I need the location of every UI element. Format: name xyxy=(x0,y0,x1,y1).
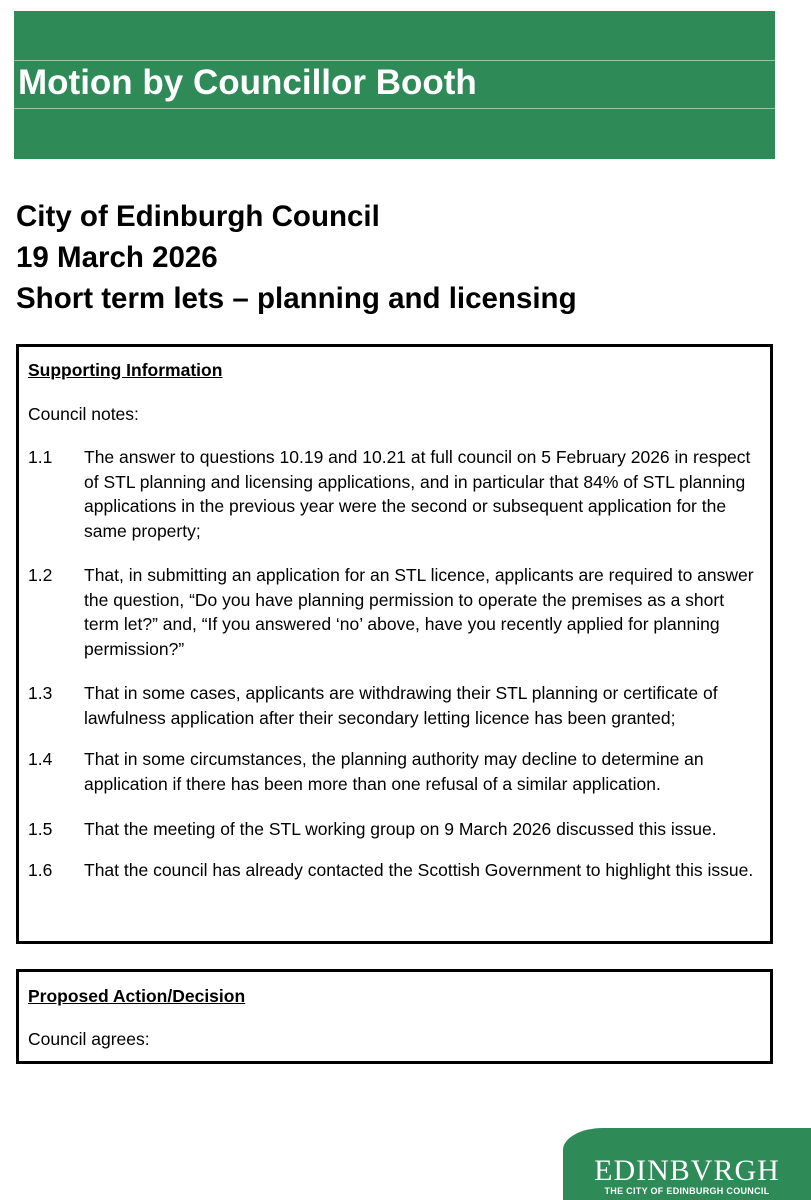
list-item xyxy=(28,858,763,883)
proposed-action-title: Proposed Action/Decision xyxy=(28,986,246,1006)
item-number: 1.6 xyxy=(28,860,53,880)
document-heading xyxy=(16,196,577,319)
item-text: That in some circumstances, the planning authority may decline to determine an application if there has been more than one refusal of a similar application. xyxy=(84,749,704,794)
council-name: City of Edinburgh Council xyxy=(16,200,380,233)
item-number: 1.3 xyxy=(28,683,53,703)
item-number: 1.5 xyxy=(28,819,53,839)
item-number: 1.4 xyxy=(28,749,53,769)
motion-subject: Short term lets – planning and licensing xyxy=(16,282,577,315)
title-banner xyxy=(14,11,775,159)
council-agrees-intro: Council agrees: xyxy=(28,1029,150,1049)
item-text: The answer to questions 10.19 and 10.21 at full council on 5 February 2026 in respect of STL planning and licensing applications, and in particular that 84% of STL planning applications in the previous year were the second or subsequent application for the same property; xyxy=(84,447,751,541)
list-item xyxy=(28,445,763,543)
item-text: That the council has already contacted the Scottish Government to highlight this issue. xyxy=(84,860,754,880)
item-number: 1.2 xyxy=(28,565,53,585)
supporting-information-box xyxy=(16,344,773,944)
item-text: That, in submitting an application for an STL licence, applicants are required to answer the question, “Do you have planning permission to operate the premises as a short term let?” and, “If you answered ‘no’ above, have you recently applied for planning permission?” xyxy=(84,565,754,659)
list-item xyxy=(28,563,763,661)
item-text: That in some cases, applicants are withdrawing their STL planning or certificate of lawfulness application after their secondary letting licence has been granted; xyxy=(84,683,718,728)
item-number: 1.1 xyxy=(28,447,53,467)
item-text: That the meeting of the STL working group on 9 March 2026 discussed this issue. xyxy=(84,819,717,839)
list-item xyxy=(28,747,763,796)
council-notes-intro: Council notes: xyxy=(28,404,139,424)
logo-subtitle: THE CITY OF EDINBURGH COUNCIL xyxy=(604,1186,770,1196)
list-item xyxy=(28,681,763,730)
edinburgh-council-logo xyxy=(563,1128,811,1200)
list-item xyxy=(28,817,763,842)
supporting-information-title: Supporting Information xyxy=(28,360,223,380)
banner-divider xyxy=(14,108,775,109)
meeting-date: 19 March 2026 xyxy=(16,241,218,274)
motion-title: Motion by Councillor Booth xyxy=(18,63,477,102)
proposed-action-box xyxy=(16,969,773,1064)
logo-wordmark: EDINBVRGH xyxy=(594,1154,780,1187)
banner-divider xyxy=(14,60,775,61)
